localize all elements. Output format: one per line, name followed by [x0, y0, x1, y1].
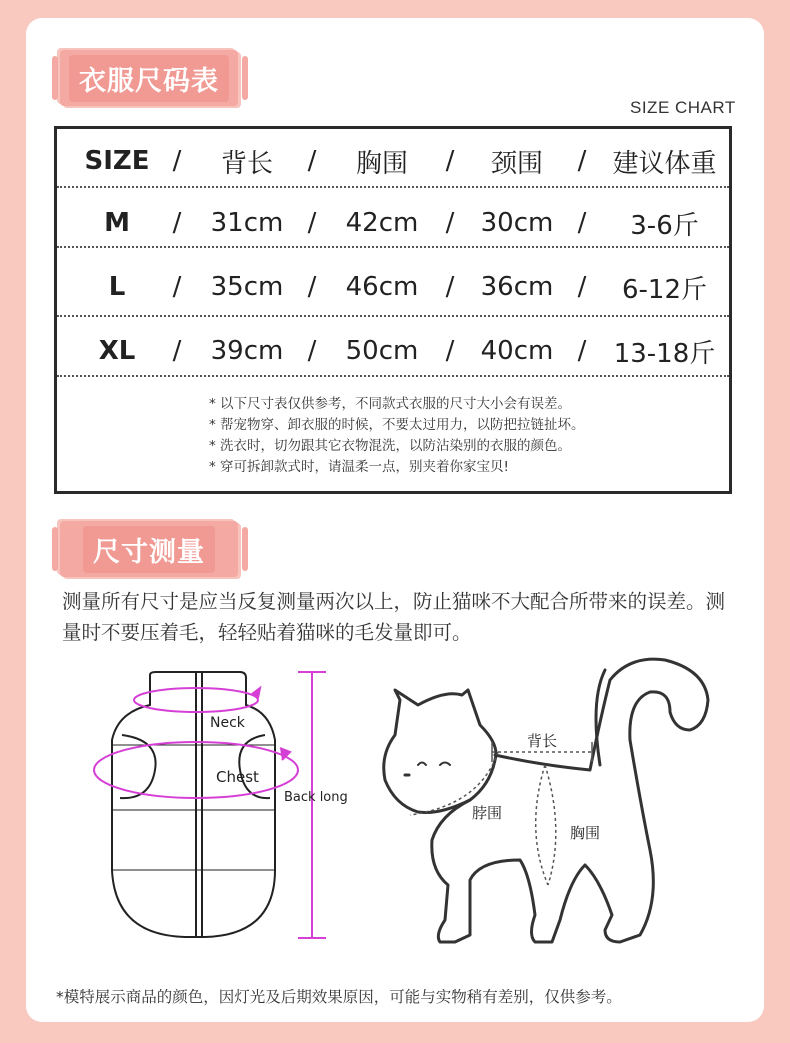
size-chart-label: SIZE CHART	[630, 98, 736, 117]
separator: /	[307, 272, 317, 302]
cell-weight: 6-12斤	[621, 274, 707, 305]
cell-neck: 36cm	[480, 272, 554, 302]
cell-neck: 40cm	[480, 336, 554, 366]
cell-chest: 42cm	[345, 208, 419, 238]
header-back-length: 背长	[220, 148, 273, 179]
cell-size: M	[104, 208, 130, 238]
separator: /	[172, 336, 182, 366]
note-line: * 穿可拆卸款式时，请温柔一点，别夹着你家宝贝!	[209, 459, 509, 475]
cell-back-length: 31cm	[210, 208, 284, 238]
header-chest: 胸围	[355, 148, 408, 179]
separator: /	[172, 208, 182, 238]
cell-weight: 3-6斤	[630, 210, 699, 241]
cell-size: L	[108, 272, 126, 302]
header-size: SIZE	[84, 146, 150, 176]
separator: /	[577, 208, 587, 238]
separator: /	[445, 208, 455, 238]
note-line: * 帮宠物穿、卸衣服的时候，不要太过用力，以防把拉链扯坏。	[209, 417, 585, 433]
back-long-measure-line	[298, 672, 326, 938]
separator: /	[307, 208, 317, 238]
separator: /	[445, 272, 455, 302]
footer-note: *模特展示商品的颜色，因灯光及后期效果原因，可能与实物稍有差别，仅供参考。	[56, 988, 622, 1006]
separator: /	[307, 146, 317, 176]
header-weight: 建议体重	[612, 148, 717, 179]
separator: /	[577, 272, 587, 302]
separator: /	[577, 336, 587, 366]
cat-chest-label: 胸围	[570, 824, 601, 842]
cell-weight: 13-18斤	[613, 338, 716, 369]
measure-title: 尺寸测量	[83, 526, 215, 573]
note-line: * 以下尺寸表仅供参考，不同款式衣服的尺寸大小会有误差。	[209, 396, 572, 412]
cell-neck: 30cm	[480, 208, 554, 238]
measure-description: 测量所有尺寸是应当反复测量两次以上，防止猫咪不大配合所带来的误差。测量时不要压着毛，轻轻贴着猫咪的毛发量即可。	[62, 590, 726, 644]
cell-chest: 50cm	[345, 336, 419, 366]
separator: /	[445, 336, 455, 366]
cell-back-length: 35cm	[210, 272, 284, 302]
cat-illustration	[384, 659, 708, 942]
separator: /	[445, 146, 455, 176]
cat-neck-label: 脖围	[472, 804, 503, 822]
cat-chest-measure	[536, 765, 556, 885]
separator: /	[577, 146, 587, 176]
cell-chest: 46cm	[345, 272, 419, 302]
cell-size: XL	[98, 336, 136, 366]
back-long-label: Back long	[284, 790, 348, 805]
cat-back-label: 背长	[527, 732, 558, 750]
cell-back-length: 39cm	[210, 336, 284, 366]
separator: /	[172, 272, 182, 302]
chest-label: Chest	[216, 768, 259, 786]
size-table-title: 衣服尺码表	[69, 55, 229, 102]
separator: /	[307, 336, 317, 366]
note-line: * 洗衣时，切勿跟其它衣物混洗，以防沾染别的衣服的颜色。	[209, 438, 572, 454]
header-neck: 颈围	[490, 148, 543, 179]
neck-label: Neck	[210, 715, 245, 731]
separator: /	[172, 146, 182, 176]
